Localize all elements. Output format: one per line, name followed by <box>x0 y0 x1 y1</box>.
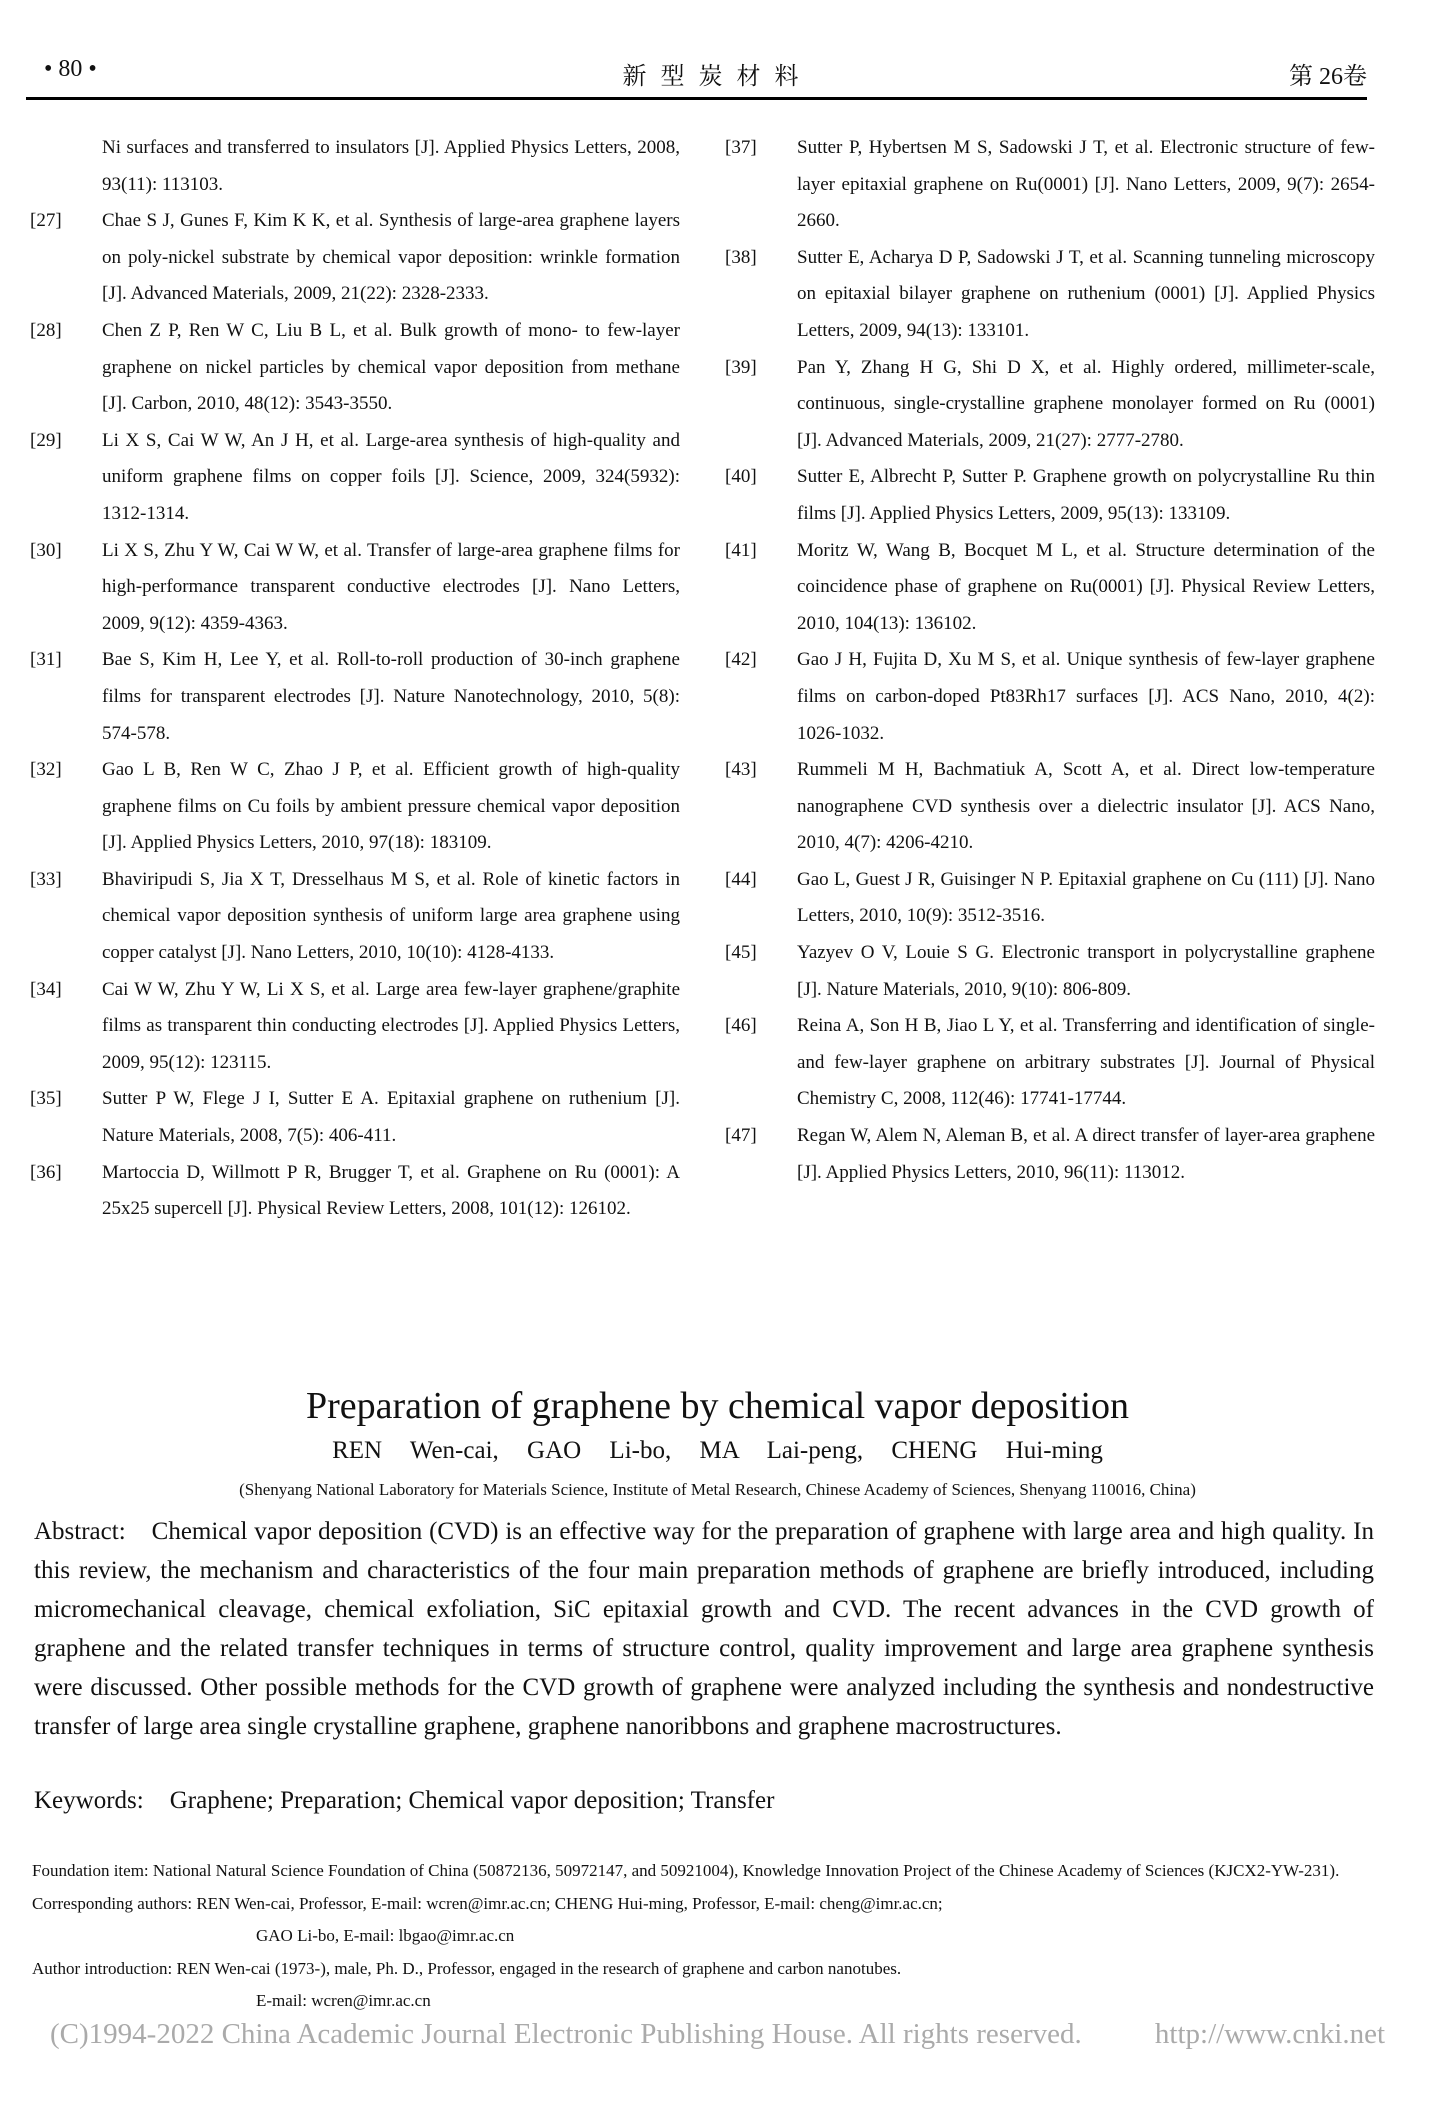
reference-text: Chae S J, Gunes F, Kim K K, et al. Synthesis of large-area graphene layers on poly-nickel substrate by chemical vapor deposition: wrinkle formation [J]. Advanced Materials, 2009, 21(22): 2328-2333. <box>102 210 680 305</box>
author-email: E-mail: wcren@imr.ac.cn <box>256 1991 431 2010</box>
reference-text: Bae S, Kim H, Lee Y, et al. Roll-to-roll production of 30-inch graphene films for transparent electrodes [J]. Nature Nanotechnology, 2010, 5(8): 574-578. <box>102 649 680 744</box>
keywords-label: Keywords: <box>34 1787 144 1814</box>
article-title: Preparation of graphene by chemical vapor deposition <box>305 1385 1130 1427</box>
reference-number: [41] <box>725 539 757 561</box>
corresponding-authors: Corresponding authors: REN Wen-cai, Professor, E-mail: wcren@imr.ac.cn; CHENG Hui-ming, Professor, E-mail: cheng@imr.ac.cn; <box>32 1893 943 1913</box>
reference-item <box>30 972 680 1082</box>
watermark-url[interactable]: http://www.cnki.net <box>1154 2018 1385 2050</box>
keywords-text: Graphene; Preparation; Chemical vapor deposition; Transfer <box>169 1787 775 1814</box>
reference-item <box>30 313 680 423</box>
reference-item <box>725 935 1375 1008</box>
article-affiliation: (Shenyang National Laboratory for Materials Science, Institute of Metal Research, Chinese Academy of Sciences, Shenyang 110016, China) <box>239 1480 1196 1499</box>
reference-number: [30] <box>30 539 62 561</box>
reference-text: Ni surfaces and transferred to insulators [J]. Applied Physics Letters, 2008, 93(11): 113103. <box>102 137 680 195</box>
reference-text: Li X S, Zhu Y W, Cai W W, et al. Transfer of large-area graphene films for high-performance transparent conductive electrodes [J]. Nano Letters, 2009, 9(12): 4359-4363. <box>102 539 680 634</box>
reference-text: Chen Z P, Ren W C, Liu B L, et al. Bulk growth of mono- to few-layer graphene on nickel particles by chemical vapor deposition from methane [J]. Carbon, 2010, 48(12): 3543-3550. <box>102 319 680 415</box>
reference-text: Reina A, Son H B, Jiao L Y, et al. Transferring and identification of single- and few-layer graphene on arbitrary substrates [J]. Journal of Physical Chemistry C, 2008, 112(46): 17741-17744. <box>797 1015 1375 1110</box>
reference-number: [34] <box>30 978 62 1000</box>
reference-item <box>30 752 680 862</box>
reference-number: [37] <box>725 137 757 158</box>
article-authors: REN Wen-cai, GAO Li-bo, MA Lai-peng, CHENG Hui-ming <box>332 1437 1103 1464</box>
reference-number: [44] <box>725 868 757 890</box>
foundation-item: Foundation item: National Natural Science Foundation of China (50872136, 50972147, and 50921004), Knowledge Innovation Project of the Chinese Academy of Sciences (KJCX2-YW-231). <box>32 1861 1340 1880</box>
reference-number: [28] <box>30 319 62 341</box>
reference-text: Sutter E, Albrecht P, Sutter P. Graphene growth on polycrystalline Ru thin films [J]. Applied Physics Letters, 2009, 95(13): 133109. <box>797 466 1375 524</box>
reference-text: Gao L, Guest J R, Guisinger N P. Epitaxial graphene on Cu (111) [J]. Nano Letters, 2010, 10(9): 3512-3516. <box>797 868 1375 927</box>
reference-item <box>725 1008 1375 1118</box>
reference-number: [35] <box>30 1088 62 1110</box>
reference-number: [33] <box>30 868 62 890</box>
reference-text: Pan Y, Zhang H G, Shi D X, et al. Highly ordered, millimeter-scale, continuous, single-crystalline graphene monolayer formed on Ru (0001) [J]. Advanced Materials, 2009, 21(27): 2777-2780. <box>797 356 1375 451</box>
page-number: • 80 • <box>44 56 97 82</box>
abstract-text: Chemical vapor deposition (CVD) is an effective way for the preparation of graphene with large area and high quality. In this review, the mechanism and characteristics of the four main preparation methods of graphene are briefly introduced, including micromechanical cleavage, chemical exfoliation, SiC epitaxial growth and CVD. The recent advances in the CVD growth of graphene and the related transfer techniques in terms of structure control, quality improvement and large area graphene synthesis were discussed. Other possible methods for the CVD growth of graphene were analyzed including the synthesis and nondestructive transfer of large area single crystalline graphene, graphene nanoribbons and graphene macrostructures. <box>34 1518 1374 1740</box>
reference-text: Martoccia D, Willmott P R, Brugger T, et al. Graphene on Ru (0001): A 25x25 supercell [J]. Physical Review Letters, 2008, 101(12): 126102. <box>102 1161 680 1220</box>
references-right-column <box>725 130 1375 1191</box>
watermark-copyright: (C)1994-2022 China Academic Journal Electronic Publishing House. All rights reserved. <box>50 2018 1082 2050</box>
corresponding-authors-cont: GAO Li-bo, E-mail: lbgao@imr.ac.cn <box>256 1926 515 1945</box>
reference-item <box>725 642 1375 752</box>
reference-item <box>725 533 1375 643</box>
reference-number: [31] <box>30 649 62 671</box>
reference-item <box>30 1081 680 1154</box>
reference-text: Gao J H, Fujita D, Xu M S, et al. Unique synthesis of few-layer graphene films on carbon-doped Pt83Rh17 surfaces [J]. ACS Nano, 2010, 4(2): 1026-1032. <box>797 649 1375 744</box>
reference-item <box>725 1118 1375 1191</box>
reference-item <box>725 350 1375 460</box>
reference-item <box>30 1155 680 1228</box>
volume-label: 第 26卷 <box>1289 64 1367 90</box>
reference-text: Rummeli M H, Bachmatiuk A, Scott A, et al. Direct low-temperature nanographene CVD synthesis over a dielectric insulator [J]. ACS Nano, 2010, 4(7): 4206-4210. <box>797 759 1375 854</box>
reference-item <box>725 459 1375 532</box>
author-introduction: Author introduction: REN Wen-cai (1973-), male, Ph. D., Professor, engaged in the research of graphene and carbon nanotubes. <box>32 1958 902 1978</box>
reference-text: Sutter E, Acharya D P, Sadowski J T, et al. Scanning tunneling microscopy on epitaxial bilayer graphene on ruthenium (0001) [J]. Applied Physics Letters, 2009, 94(13): 133101. <box>797 246 1375 341</box>
references-left-column <box>30 130 680 1228</box>
reference-number: [27] <box>30 210 62 232</box>
reference-text: Cai W W, Zhu Y W, Li X S, et al. Large area few-layer graphene/graphite films as transparent thin conducting electrodes [J]. Applied Physics Letters, 2009, 95(12): 123115. <box>102 978 680 1073</box>
abstract <box>34 1512 1374 1746</box>
reference-item <box>725 240 1375 350</box>
reference-text: Yazyev O V, Louie S G. Electronic transport in polycrystalline graphene [J]. Nature Materials, 2010, 9(10): 806-809. <box>797 942 1375 1000</box>
header-rule <box>26 97 1367 100</box>
reference-number: [40] <box>725 466 757 488</box>
reference-item <box>30 862 680 972</box>
reference-text: Bhaviripudi S, Jia X T, Dresselhaus M S, et al. Role of kinetic factors in chemical vapor deposition synthesis of uniform large area graphene using copper catalyst [J]. Nano Letters, 2010, 10(10): 4128-4133. <box>102 868 680 964</box>
reference-text: Sutter P W, Flege J I, Sutter E A. Epitaxial graphene on ruthenium [J]. Nature Materials, 2008, 7(5): 406-411. <box>102 1088 680 1147</box>
reference-number: [29] <box>30 429 62 451</box>
reference-number: [39] <box>725 356 757 378</box>
reference-number: [46] <box>725 1015 757 1037</box>
reference-text: Li X S, Cai W W, An J H, et al. Large-area synthesis of high-quality and uniform graphene films on copper foils [J]. Science, 2009, 324(5932): 1312-1314. <box>102 429 680 524</box>
reference-item <box>30 423 680 533</box>
reference-number: [47] <box>725 1125 757 1147</box>
reference-number: [38] <box>725 246 757 268</box>
reference-text: Gao L B, Ren W C, Zhao J P, et al. Efficient growth of high-quality graphene films on Cu foils by ambient pressure chemical vapor deposition [J]. Applied Physics Letters, 2010, 97(18): 183109. <box>102 759 680 854</box>
reference-number: [45] <box>725 942 757 964</box>
reference-number: [42] <box>725 649 757 671</box>
keywords <box>34 1787 1374 1815</box>
reference-item <box>30 642 680 752</box>
reference-text: Sutter P, Hybertsen M S, Sadowski J T, et al. Electronic structure of few-layer epitaxial graphene on Ru(0001) [J]. Nano Letters, 2009, 9(7): 2654-2660. <box>797 137 1375 232</box>
reference-number: [43] <box>725 759 757 781</box>
reference-text: Moritz W, Wang B, Bocquet M L, et al. Structure determination of the coincidence phase of graphene on Ru(0001) [J]. Physical Review Letters, 2010, 104(13): 136102. <box>797 539 1375 634</box>
abstract-label: Abstract: <box>34 1518 126 1545</box>
reference-text: Regan W, Alem N, Aleman B, et al. A direct transfer of layer-area graphene [J]. Applied Physics Letters, 2010, 96(11): 113012. <box>797 1125 1375 1183</box>
reference-item <box>725 862 1375 935</box>
reference-item <box>30 533 680 643</box>
watermark <box>50 2018 1385 2051</box>
footnotes <box>32 1855 1377 2018</box>
reference-number: [32] <box>30 759 62 781</box>
reference-item <box>30 130 680 203</box>
reference-number: [36] <box>30 1161 62 1183</box>
journal-title: 新型炭材料 <box>622 64 813 90</box>
reference-item <box>725 130 1375 240</box>
reference-item <box>30 203 680 313</box>
reference-item <box>725 752 1375 862</box>
